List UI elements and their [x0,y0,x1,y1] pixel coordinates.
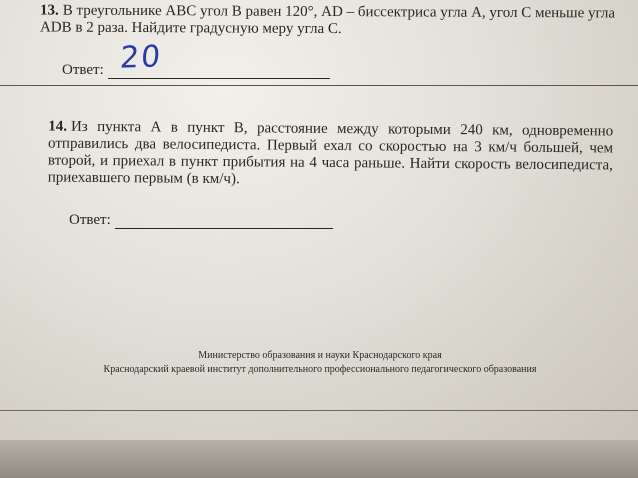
table-surface [0,440,638,478]
footer-institute: Краснодарский краевой институт дополнительного профессионального педагогического образования [103,364,537,375]
problem-13-handwritten-answer: 20 [118,39,164,76]
section-divider [0,85,638,86]
problem-13-answer-label: Ответ: [62,62,104,78]
footer-divider [0,410,638,411]
problem-13-number: 13. [40,2,59,19]
problem-13-answer-line [108,39,330,79]
problem-14-answer-line [115,212,333,229]
problem-14-answer-label: Ответ: [69,212,111,228]
problem-14-answer-row [69,212,333,229]
problem-14 [48,119,614,192]
footer-ministry: Министерство образования и науки Краснодарского края [198,350,442,361]
problem-13-text: В треугольнике ABC угол B равен 120°, AD – биссектриса угла A, угол C меньше угла ADB в 2 раза. Найдите градусную меру угла C. [39,2,616,38]
problem-14-number: 14. [48,118,68,135]
problem-13 [40,2,615,39]
problem-14-text: Из пункта А в пункт В, расстояние между которыми 240 км, одновременно отправились два велосипедиста. Первый ехал со скоростью на 3 км/ч большей, чем второй, и приехал в пункт прибытия на 4 часа раньше. Найти скорость велосипедиста, приехавшего первым (в км/ч). [47,118,614,188]
problem-13-answer-row [62,39,330,79]
